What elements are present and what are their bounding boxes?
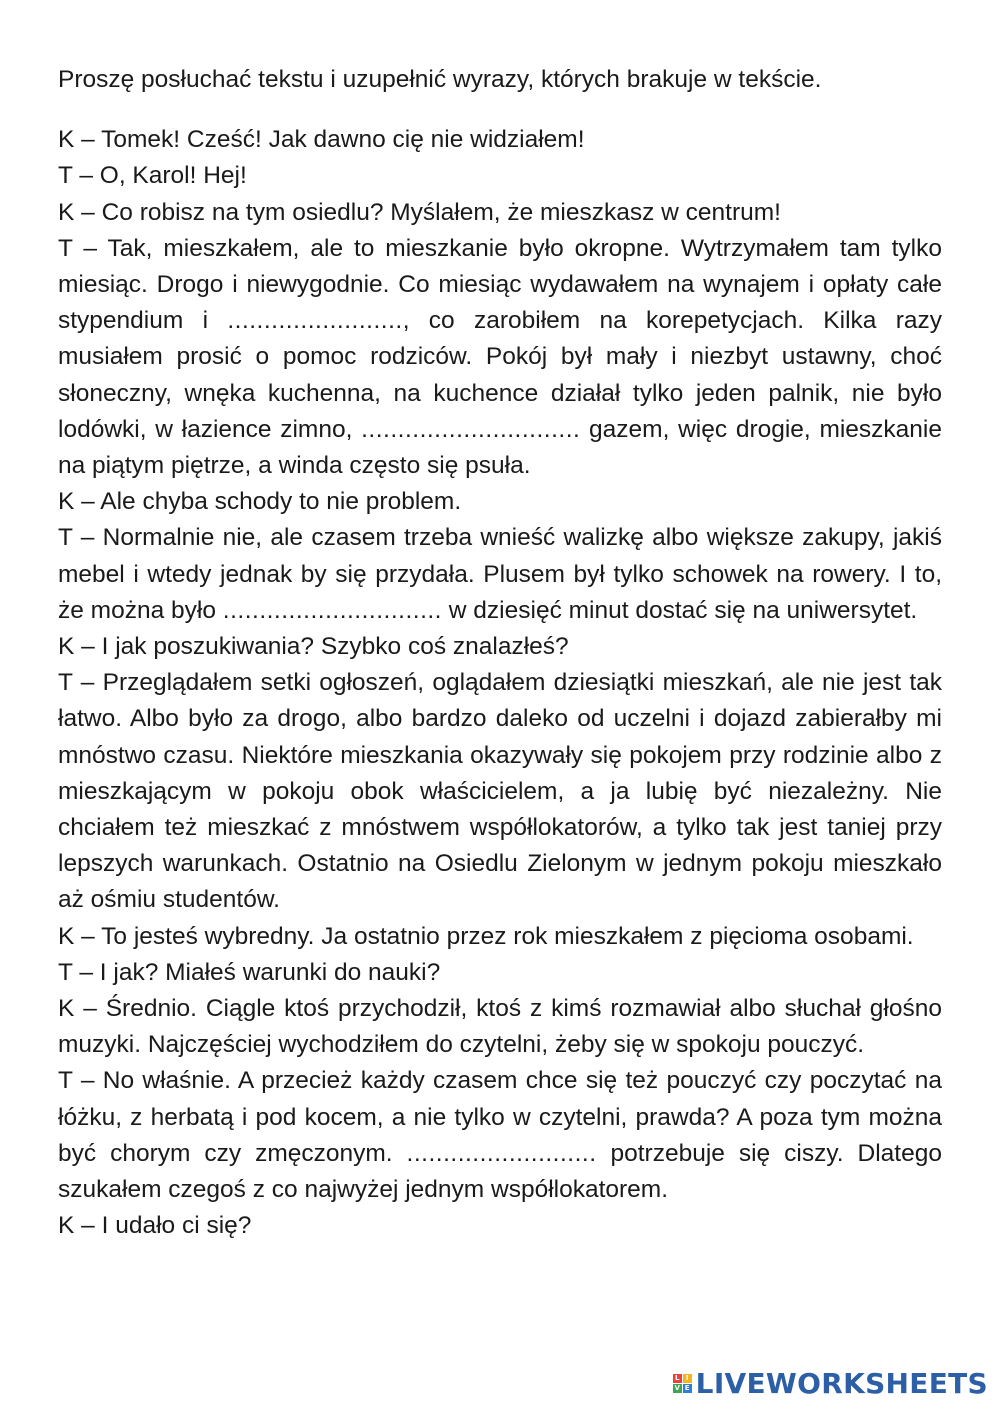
dialogue-text: , co zarobiłem na korepetycjach. Kilka razy musiałem prosić o pomoc rodziców. Pokój był mały i niezbyt ustawny, choć słoneczny, wnęka kuchenna, na kuchence działał tylko jeden palnik, nie było lodówki, w łazience zimno,	[58, 307, 942, 443]
liveworksheets-logo-icon	[673, 1374, 692, 1393]
brand-name: LIVEWORKSHEETS	[695, 1367, 988, 1400]
dialogue-text: T – Tak, mieszkałem, ale to mieszkanie było okropne. Wytrzymałem tam tylko miesiąc. Drogo i niewygodnie. Co miesiąc wydawałem na wynajem i opłaty całe stypendium i	[58, 234, 942, 335]
dialogue-text: K – To jesteś wybredny. Ja ostatnio przez rok mieszkałem z pięcioma osobami.	[58, 922, 914, 950]
blank-gap[interactable]: ..............................	[361, 415, 581, 443]
dialogue-text: K – Ale chyba schody to nie problem.	[58, 488, 462, 516]
dialogue-line	[58, 158, 942, 194]
liveworksheets-brand	[673, 1367, 988, 1400]
dialogue-text: K – I udało ci się?	[58, 1212, 252, 1240]
dialogue-line	[58, 484, 942, 520]
dialogue-text: potrzebuje się ciszy. Dlatego szukałem czegoś z co najwyżej jednym współlokatorem.	[58, 1139, 942, 1204]
dialogue-line	[58, 665, 942, 918]
blank-gap[interactable]: ..............................	[222, 596, 442, 624]
logo-square: V	[674, 1384, 680, 1392]
dialogue-line	[58, 1063, 942, 1208]
dialogue-text: gazem, więc drogie, mieszkanie na piątym piętrze, a winda często się psuła.	[58, 415, 942, 480]
dialogue-text: T – Normalnie nie, ale czasem trzeba wnieść walizkę albo większe zakupy, jakiś mebel i wtedy jednak by się przydała. Plusem był tylko schowek na rowery. I to, że można było	[58, 524, 942, 624]
dialogue-text: K – Tomek! Cześć! Jak dawno cię nie widziałem!	[58, 126, 585, 154]
dialogue	[58, 122, 942, 1244]
dialogue-line	[58, 919, 942, 955]
dialogue-line	[58, 122, 942, 158]
instruction-text: Proszę posłuchać tekstu i uzupełnić wyrazy, których brakuje w tekście.	[58, 66, 822, 93]
logo-square: L	[673, 1374, 682, 1383]
dialogue-line	[58, 629, 942, 665]
dialogue-text: K – I jak poszukiwania? Szybko coś znalazłeś?	[58, 633, 569, 661]
dialogue-text: K – Średnio. Ciągle ktoś przychodził, ktoś z kimś rozmawiał albo słuchał głośno muzyki. Najczęściej wychodziłem do czytelni, żeby się w spokoju pouczyć.	[58, 995, 942, 1059]
blank-gap[interactable]: ..........................	[406, 1139, 597, 1167]
worksheet	[58, 62, 942, 1245]
dialogue-text: T – Przeglądałem setki ogłoszeń, oglądałem dziesiątki mieszkań, ale nie jest tak łatwo. Albo było za drogo, albo bardzo daleko od uczelni i dojazd zabierałby mi mnóstwo czasu. Niektóre mieszkania okazywały się pokojem przy rodzinie albo z mieszkającym w pokoju obok właścicielem, a ja lubię być niezależny. Nie chciałem też mieszkać z mnóstwem współlokatorów, a tylko tak jest taniej przy lepszych warunkach. Ostatnio na Osiedlu Zielonym w jednym pokoju mieszkało aż ośmiu studentów.	[58, 669, 942, 914]
dialogue-line	[58, 1208, 942, 1244]
dialogue-line	[58, 991, 942, 1063]
dialogue-line	[58, 955, 942, 991]
dialogue-text: T – No właśnie. A przecież każdy czasem chce się też pouczyć czy poczytać na łóżku, z herbatą i pod kocem, a nie tylko w czytelni, prawda? A poza tym można być chorym czy zmęczonym.	[58, 1067, 942, 1167]
dialogue-line	[58, 195, 942, 231]
blank-gap[interactable]: ........................	[227, 307, 403, 335]
dialogue-text: T – O, Karol! Hej!	[58, 162, 247, 190]
logo-square: I	[683, 1374, 692, 1383]
dialogue-text: K – Co robisz na tym osiedlu? Myślałem, że mieszkasz w centrum!	[58, 198, 781, 226]
logo-square: E	[683, 1384, 692, 1393]
dialogue-text: w dziesięć minut dostać się na uniwersytet.	[442, 596, 918, 624]
dialogue-line	[58, 231, 942, 484]
dialogue-line	[58, 520, 942, 629]
dialogue-text: T – I jak? Miałeś warunki do nauki?	[58, 958, 441, 986]
